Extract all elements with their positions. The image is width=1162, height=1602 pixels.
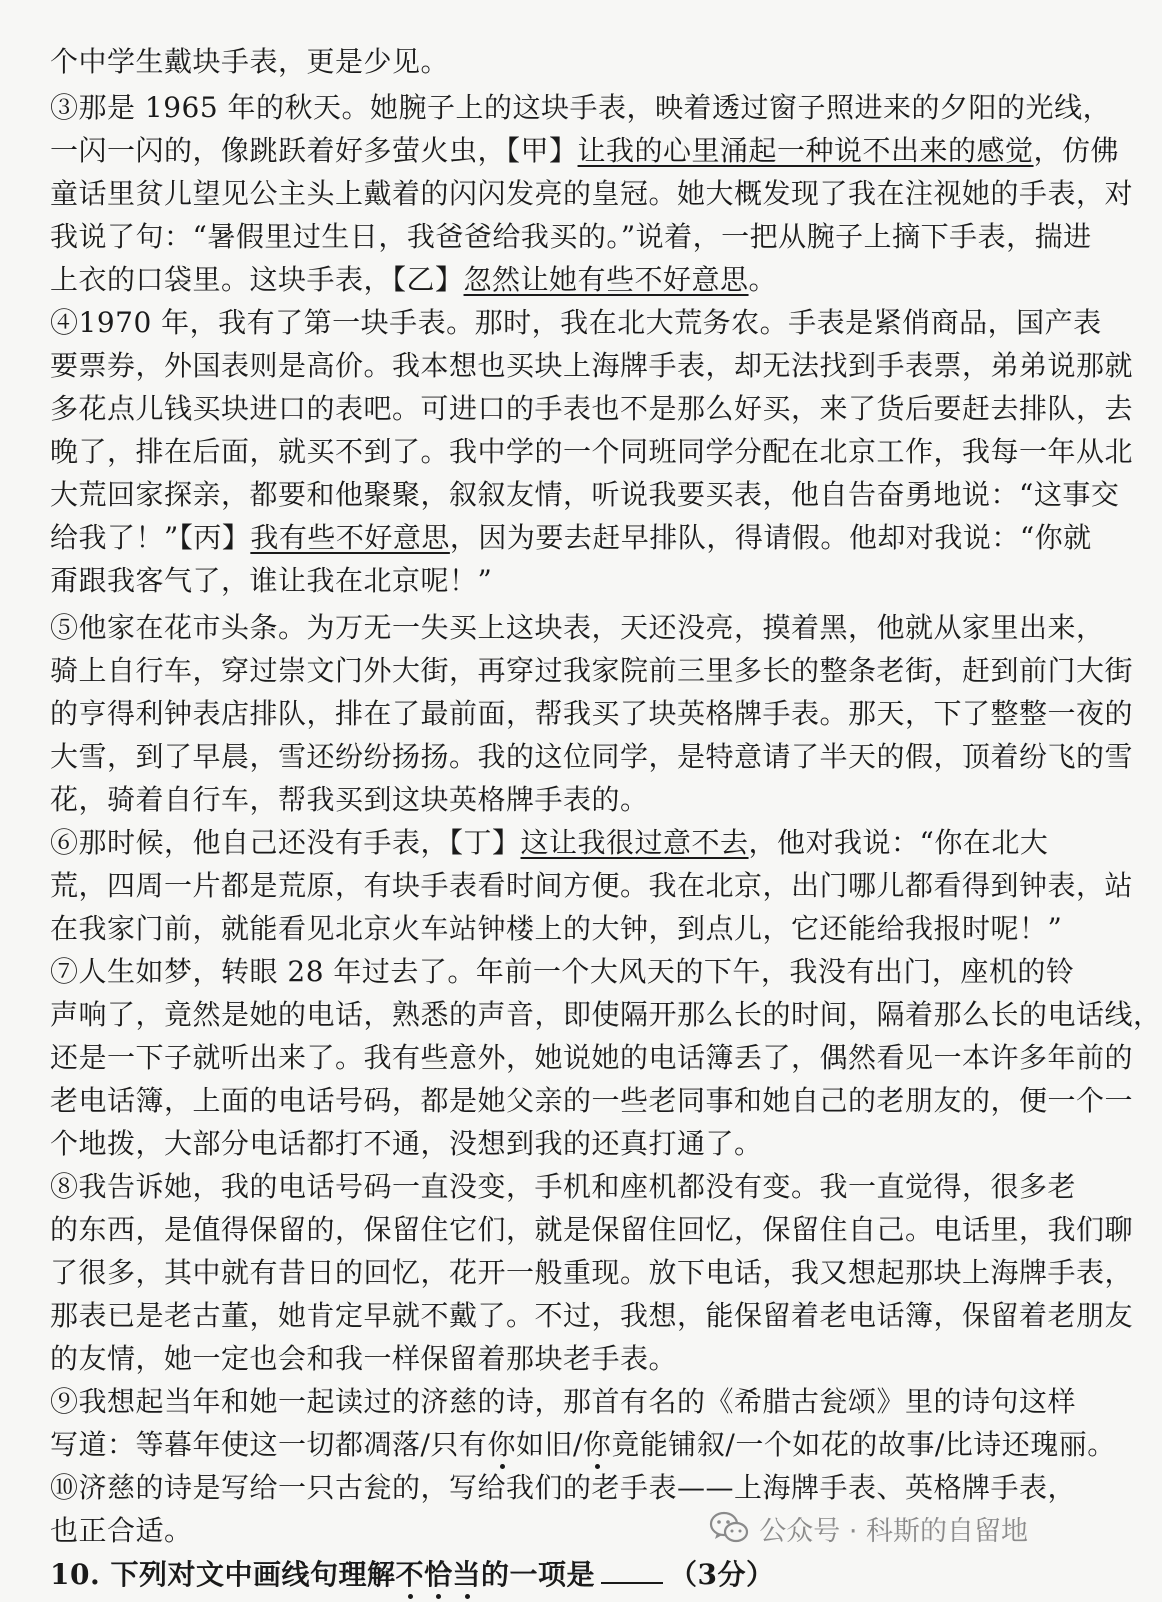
para-8-line: 那表已是老古董，她肯定早就不戴了。不过，我想，能保留着老电话簿，保留着老朋友 (50, 1299, 1134, 1332)
para-5-line: 花，骑着自行车，帮我买到这块英格牌手表的。 (50, 783, 649, 816)
answer-blank[interactable] (601, 1560, 663, 1584)
para-4-line: 甭跟我客气了，谁让我在北京呢！” (50, 564, 493, 597)
emphasis-dot-char: 恰 (423, 1558, 453, 1591)
para-4-line: 晚了，排在后面，就买不到了。我中学的一个同班同学分配在北京工作，我每一年从北 (50, 435, 1134, 468)
wechat-icon (709, 1511, 749, 1545)
para-4-line: ④1970 年，我有了第一块手表。那时，我在北大荒务农。手表是紧俏商品，国产表 (50, 306, 1102, 339)
underlined-sentence-jia: 让我的心里涌起一种说不出来的感觉 (577, 134, 1034, 167)
emphasis-dot-char: 不 (395, 1558, 424, 1591)
para-6-line: ⑥那时候，他自己还没有手表，【丁】这让我很过意不去，他对我说：“你在北大 (50, 826, 1049, 859)
para-6-line: 荒，四周一片都是荒原，有块手表看时间方便。我在北京，出门哪儿都看得到钟表，站 (50, 869, 1134, 902)
para-6-line: 在我家门前，就能看见北京火车站钟楼上的大钟，到点儿，它还能给我报时呢！” (50, 912, 1063, 945)
para-7-line: 还是一下子就听出来了。我有些意外，她说她的电话簿丢了，偶然看见一本许多年前的 (50, 1041, 1134, 1074)
emphasis-dot-char: 你 (582, 1428, 612, 1461)
emphasis-dot-char: 你 (487, 1428, 516, 1461)
para-4-line: 要票券，外国表则是高价。我本想也买块上海牌手表，却无法找到手表票，弟弟说那就 (50, 349, 1134, 382)
watermark-text: 公众号 · 科斯的自留地 (759, 1515, 1028, 1547)
mark-bing: 【丙】 (178, 521, 251, 554)
para-8-line: 了很多，其中就有昔日的回忆，花开一般重现。放下电话，我又想起那块上海牌手表， (50, 1256, 1134, 1289)
para-5-line: 骑上自行车，穿过崇文门外大街，再穿过我家院前三里多长的整条老街，赶到前门大街 (50, 654, 1134, 687)
para-7-line: 老电话簿，上面的电话号码，都是她父亲的一些老同事和她自己的老朋友的，便一个一 (50, 1084, 1134, 1117)
underlined-sentence-bing: 我有些不好意思 (250, 521, 450, 554)
para-9-line: ⑨我想起当年和她一起读过的济慈的诗，那首有名的《希腊古瓮颂》里的诗句这样 (50, 1385, 1077, 1418)
para-4-line: 多花点儿钱买块进口的表吧。可进口的手表也不是那么好买，来了货后要赶去排队，去 (50, 392, 1134, 425)
mark-ding: 【丁】 (449, 826, 521, 859)
mark-yi: 【乙】 (392, 263, 464, 296)
para-3-line: 童话里贫儿望见公主头上戴着的闪闪发亮的皇冠。她大概发现了我在注视她的手表，对 (50, 177, 1134, 210)
para-8-line: 的友情，她一定也会和我一样保留着那块老手表。 (50, 1342, 678, 1375)
para-3-line: 我说了句：“暑假里过生日，我爸爸给我买的。”说着，一把从腕子上摘下手表，揣进 (50, 220, 1092, 253)
watermark (709, 1506, 1028, 1550)
para-10-line: ⑩济慈的诗是写给一只古瓮的，写给我们的老手表——上海牌手表、英格牌手表， (50, 1471, 1077, 1504)
text-line: 个中学生戴块手表，更是少见。 (50, 45, 450, 78)
para-3-line: 上衣的口袋里。这块手表，【乙】忽然让她有些不好意思。 (50, 263, 778, 296)
para-5-line: 的亨得利钟表店排队，排在了最前面，帮我买了块英格牌手表。那天，下了整整一夜的 (50, 697, 1134, 730)
para-7-line: ⑦人生如梦，转眼 28 年过去了。年前一个大风天的下午，我没有出门，座机的铃 (50, 955, 1075, 988)
underlined-sentence-yi: 忽然让她有些不好意思 (463, 263, 749, 296)
para-5-line: ⑤他家在花市头条。为万无一失买上这块表，天还没亮，摸着黑，他就从家里出来， (50, 611, 1105, 644)
mark-jia: 【甲】 (506, 134, 578, 167)
para-4-line: 大荒回家探亲，都要和他聚聚，叙叙友情，听说我要买表，他自告奋勇地说：“这事交 (50, 478, 1120, 511)
para-7-line: 声响了，竟然是她的电话，熟悉的声音，即使隔开那么长的时间，隔着那么长的电话线， (50, 998, 1162, 1031)
para-3-line: ③那是 1965 年的秋天。她腕子上的这块手表，映着透过窗子照进来的夕阳的光线， (50, 91, 1112, 124)
para-3-line: 一闪一闪的，像跳跃着好多萤火虫，【甲】让我的心里涌起一种说不出来的感觉，仿佛 (50, 134, 1120, 167)
para-5-line: 大雪，到了早晨，雪还纷纷扬扬。我的这位同学，是特意请了半天的假，顶着纷飞的雪 (50, 740, 1134, 773)
question-10: 10. 下列对文中画线句理解不恰当的一项是 （3分） (50, 1558, 775, 1591)
para-10-line: 也正合适。 (50, 1514, 193, 1547)
para-4-line: 给我了！”【丙】我有些不好意思，因为要去赶早排队，得请假。他却对我说：“你就 (50, 521, 1092, 554)
para-8-line: 的东西，是值得保留的，保留住它们，就是保留住回忆，保留住自己。电话里，我们聊 (50, 1213, 1134, 1246)
para-7-line: 个地拨，大部分电话都打不通，没想到我的还真打通了。 (50, 1127, 763, 1160)
para-9-line: 写道：等暮年使这一切都凋落/只有你如旧/你竟能铺叙/一个如花的故事/比诗还瑰丽。 (50, 1428, 1116, 1461)
underlined-sentence-ding: 这让我很过意不去 (520, 826, 749, 859)
para-8-line: ⑧我告诉她，我的电话号码一直没变，手机和座机都没有变。我一直觉得，很多老 (50, 1170, 1077, 1203)
emphasis-dot-char: 当 (452, 1558, 482, 1591)
